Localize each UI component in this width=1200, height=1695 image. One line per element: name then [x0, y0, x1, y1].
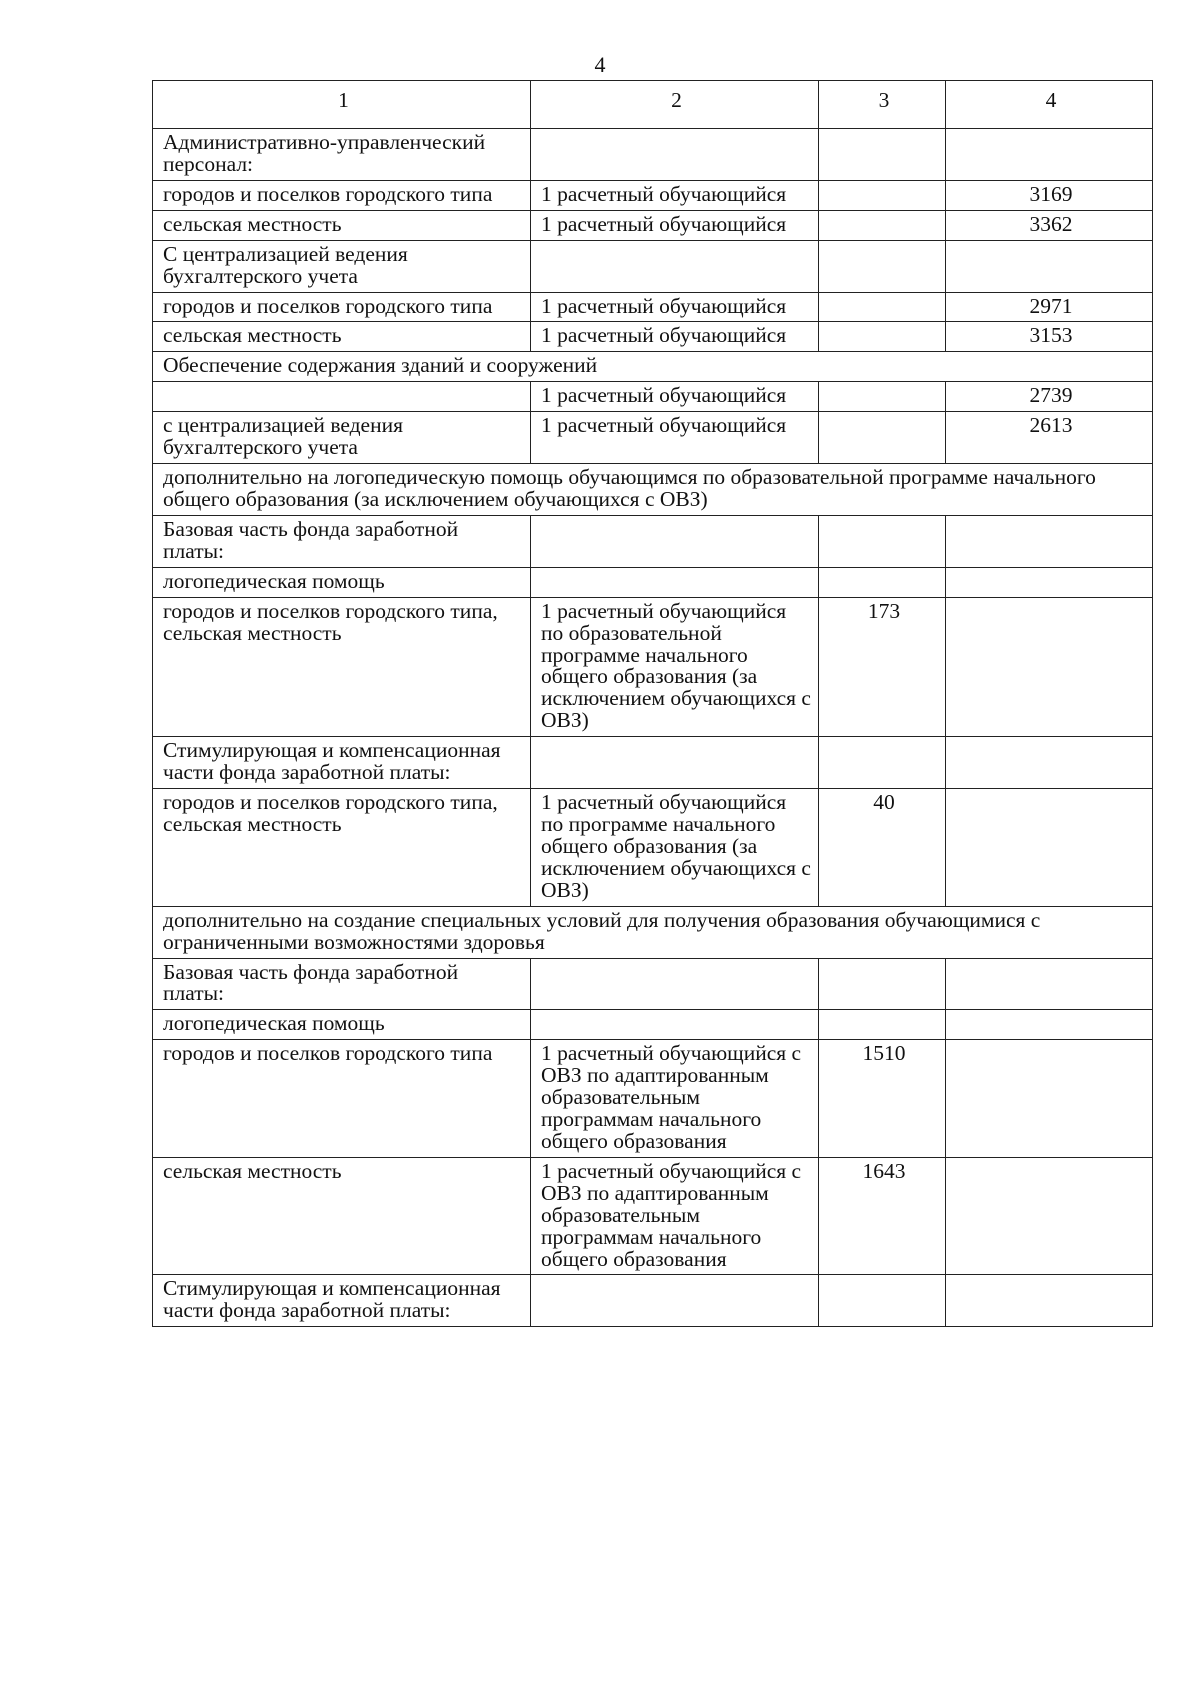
- row-label: Стимулирующая и компенсационная части фонда заработной платы:: [153, 1275, 531, 1327]
- header-row: [153, 81, 1153, 129]
- unit-cell: [531, 240, 819, 292]
- row-label: Стимулирующая и компенсационная части фонда заработной платы:: [153, 737, 531, 789]
- value-col4: [946, 1010, 1153, 1040]
- table-row: [153, 240, 1153, 292]
- row-label: сельская местность: [153, 322, 531, 352]
- table-row: [153, 1157, 1153, 1275]
- table-row: [153, 567, 1153, 597]
- row-label: [153, 382, 531, 412]
- row-label: логопедическая помощь: [153, 1010, 531, 1040]
- value-col3: [819, 210, 946, 240]
- unit-cell: [531, 1010, 819, 1040]
- value-col3: 1643: [819, 1157, 946, 1275]
- row-label: городов и поселков городского типа: [153, 1040, 531, 1158]
- row-label: сельская местность: [153, 210, 531, 240]
- unit-cell: 1 расчетный обучающийся: [531, 382, 819, 412]
- value-col4: [946, 515, 1153, 567]
- value-col3: [819, 1275, 946, 1327]
- value-col3: [819, 567, 946, 597]
- value-col3: [819, 412, 946, 464]
- header-cell: 1: [153, 81, 531, 129]
- table-row: [153, 789, 1153, 907]
- value-col4: [946, 129, 1153, 181]
- header-cell: 4: [946, 81, 1153, 129]
- table-row: [153, 1010, 1153, 1040]
- unit-cell: [531, 958, 819, 1010]
- table-row: [153, 129, 1153, 181]
- table-row: [153, 210, 1153, 240]
- unit-cell: 1 расчетный обучающийся: [531, 210, 819, 240]
- table-row: [153, 292, 1153, 322]
- unit-cell: 1 расчетный обучающийся: [531, 322, 819, 352]
- value-col4: [946, 597, 1153, 737]
- value-col3: 40: [819, 789, 946, 907]
- value-col4: 3169: [946, 180, 1153, 210]
- value-col3: [819, 322, 946, 352]
- row-label: Административно-управленческий персонал:: [153, 129, 531, 181]
- value-col4: [946, 567, 1153, 597]
- header-cell: 3: [819, 81, 946, 129]
- table-row: [153, 1275, 1153, 1327]
- value-col3: [819, 180, 946, 210]
- value-col3: [819, 515, 946, 567]
- row-label: городов и поселков городского типа, сельская местность: [153, 597, 531, 737]
- value-col4: [946, 1275, 1153, 1327]
- value-col4: [946, 1157, 1153, 1275]
- section-heading-row: [153, 352, 1153, 382]
- table-row: [153, 322, 1153, 352]
- row-label: Базовая часть фонда заработной платы:: [153, 958, 531, 1010]
- value-col4: [946, 240, 1153, 292]
- row-label: городов и поселков городского типа, сельская местность: [153, 789, 531, 907]
- table-row: [153, 382, 1153, 412]
- section-heading: дополнительно на создание специальных условий для получения образования обучающимися с ограниченными возможностями здоровья: [153, 906, 1153, 958]
- value-col4: [946, 1040, 1153, 1158]
- value-col4: 2613: [946, 412, 1153, 464]
- unit-cell: 1 расчетный обучающийся по программе начального общего образования (за исключением обучающихся с ОВЗ): [531, 789, 819, 907]
- unit-cell: 1 расчетный обучающийся с ОВЗ по адаптированным образовательным программам начального общего образования: [531, 1040, 819, 1158]
- data-table: [152, 80, 1153, 1327]
- value-col3: [819, 292, 946, 322]
- unit-cell: 1 расчетный обучающийся с ОВЗ по адаптированным образовательным программам начального общего образования: [531, 1157, 819, 1275]
- unit-cell: 1 расчетный обучающийся: [531, 180, 819, 210]
- section-heading-row: [153, 464, 1153, 516]
- value-col3: [819, 737, 946, 789]
- section-heading-row: [153, 906, 1153, 958]
- value-col3: [819, 129, 946, 181]
- table-row: [153, 515, 1153, 567]
- table-row: [153, 958, 1153, 1010]
- unit-cell: [531, 515, 819, 567]
- unit-cell: 1 расчетный обучающийся: [531, 412, 819, 464]
- value-col4: 2971: [946, 292, 1153, 322]
- row-label: городов и поселков городского типа: [153, 292, 531, 322]
- row-label: С централизацией ведения бухгалтерского учета: [153, 240, 531, 292]
- table-row: [153, 597, 1153, 737]
- section-heading: дополнительно на логопедическую помощь обучающимся по образовательной программе начального общего образования (за исключением обучающихся с ОВЗ): [153, 464, 1153, 516]
- row-label: логопедическая помощь: [153, 567, 531, 597]
- table-row: [153, 1040, 1153, 1158]
- value-col4: 3362: [946, 210, 1153, 240]
- header-cell: 2: [531, 81, 819, 129]
- value-col3: 173: [819, 597, 946, 737]
- value-col4: [946, 737, 1153, 789]
- row-label: городов и поселков городского типа: [153, 180, 531, 210]
- value-col4: [946, 958, 1153, 1010]
- table-row: [153, 737, 1153, 789]
- row-label: с централизацией ведения бухгалтерского учета: [153, 412, 531, 464]
- table-row: [153, 412, 1153, 464]
- value-col4: [946, 789, 1153, 907]
- unit-cell: [531, 129, 819, 181]
- value-col3: 1510: [819, 1040, 946, 1158]
- unit-cell: [531, 567, 819, 597]
- value-col3: [819, 958, 946, 1010]
- value-col3: [819, 1010, 946, 1040]
- section-heading: Обеспечение содержания зданий и сооружений: [153, 352, 1153, 382]
- value-col3: [819, 382, 946, 412]
- value-col3: [819, 240, 946, 292]
- unit-cell: 1 расчетный обучающийся по образовательной программе начального общего образования (за исключением обучающихся с ОВЗ): [531, 597, 819, 737]
- value-col4: 3153: [946, 322, 1153, 352]
- unit-cell: 1 расчетный обучающийся: [531, 292, 819, 322]
- unit-cell: [531, 1275, 819, 1327]
- row-label: Базовая часть фонда заработной платы:: [153, 515, 531, 567]
- page-number: 4: [594, 52, 606, 77]
- table-row: [153, 180, 1153, 210]
- row-label: сельская местность: [153, 1157, 531, 1275]
- value-col4: 2739: [946, 382, 1153, 412]
- unit-cell: [531, 737, 819, 789]
